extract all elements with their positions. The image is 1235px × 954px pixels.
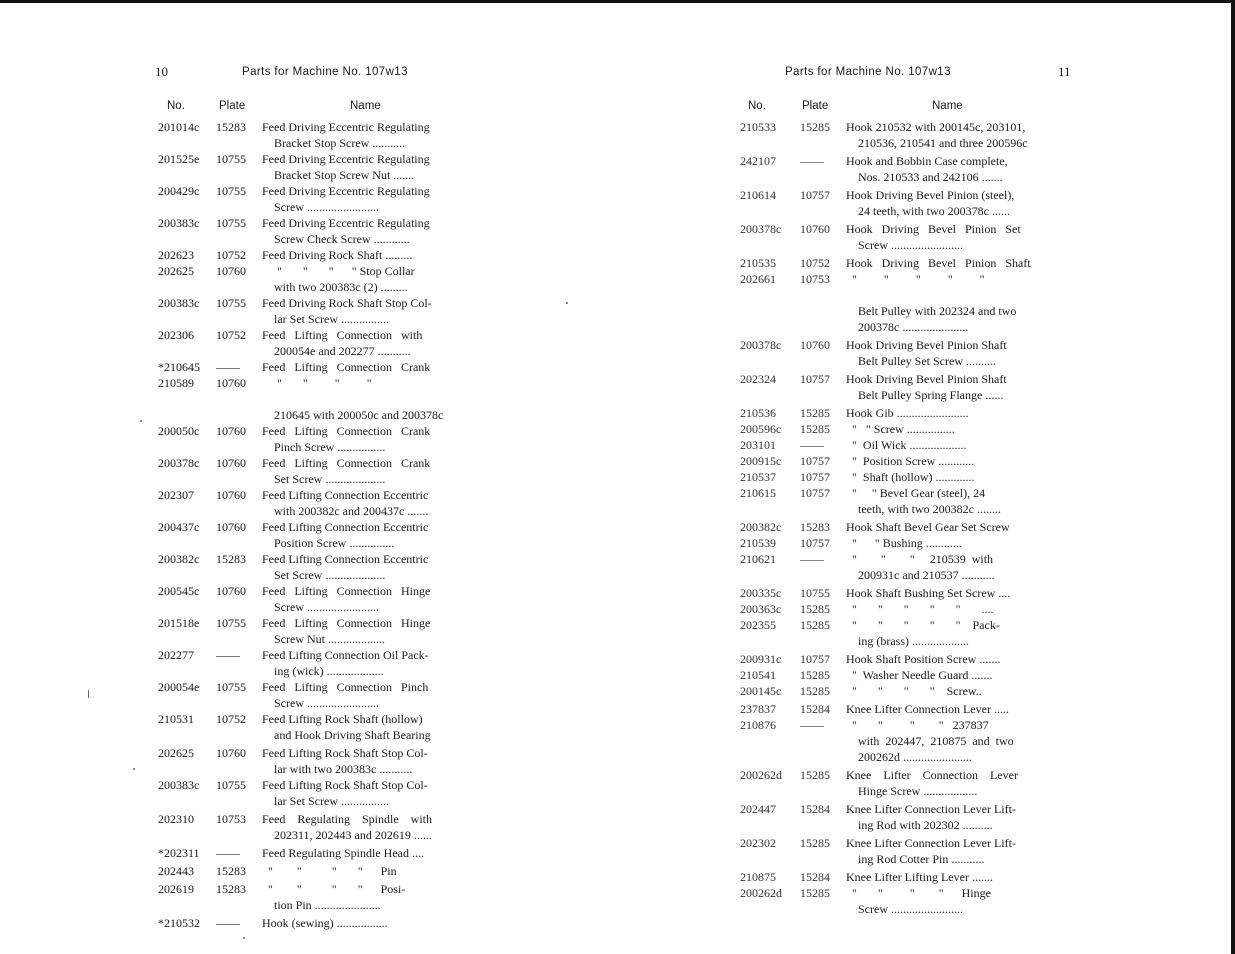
plate-number: —— bbox=[800, 438, 824, 452]
plate-number: —— bbox=[800, 552, 824, 566]
part-name-line: with 200382c and 200437c ....... bbox=[262, 504, 429, 518]
plate-number: 10755 bbox=[216, 680, 246, 694]
part-name-line: Set Screw .................... bbox=[262, 568, 386, 582]
part-name-line: Pinch Screw ................ bbox=[262, 440, 386, 454]
plate-number: 10755 bbox=[800, 586, 830, 600]
part-name-line: Feed Lifting Connection Oil Pack- bbox=[262, 648, 429, 662]
part-number: 200931c bbox=[740, 652, 782, 666]
part-number: 202443 bbox=[158, 864, 194, 878]
plate-number: 10755 bbox=[216, 778, 246, 792]
plate-number: 10757 bbox=[800, 188, 830, 202]
column-header-plate: Plate bbox=[802, 100, 829, 112]
plate-number: 15285 bbox=[800, 618, 830, 632]
part-name-line: Feed Lifting Connection Crank bbox=[262, 424, 431, 438]
part-name-line: " " " " " Pack- bbox=[846, 618, 1000, 632]
part-name-line: Feed Lifting Rock Shaft (hollow) bbox=[262, 712, 423, 726]
part-name-line: Screw ........................ bbox=[846, 238, 963, 252]
plate-number: 10755 bbox=[216, 152, 246, 166]
plate-number: 10752 bbox=[216, 248, 246, 262]
plate-number: 10760 bbox=[216, 376, 246, 390]
part-number: 210876 bbox=[740, 718, 776, 732]
part-number: *202311 bbox=[158, 846, 200, 860]
part-name-line: Bracket Stop Screw ........... bbox=[262, 136, 406, 150]
part-name-line: Knee Lifter Connection Lever Lift- bbox=[846, 836, 1016, 850]
part-number: 200383c bbox=[158, 296, 200, 310]
part-number: 202310 bbox=[158, 812, 194, 826]
part-name-line: " " " " " bbox=[846, 272, 985, 286]
part-name-line: Feed Lifting Rock Shaft Stop Col- bbox=[262, 746, 428, 760]
part-number: 200378c bbox=[158, 456, 200, 470]
left-page bbox=[150, 0, 495, 954]
column-header-name: Name bbox=[350, 100, 381, 112]
scan-speck bbox=[133, 768, 135, 770]
part-name-line: " " " " Pin bbox=[262, 864, 397, 878]
part-name-line: Feed Lifting Connection Eccentric bbox=[262, 552, 429, 566]
part-name-line: tion Pin ...................... bbox=[262, 898, 381, 912]
part-number: 202661 bbox=[740, 272, 776, 286]
part-name-line: Screw Nut ................... bbox=[262, 632, 385, 646]
plate-number: 10760 bbox=[216, 456, 246, 470]
plate-number: 15285 bbox=[800, 836, 830, 850]
part-name-line: " " " 210539 with bbox=[846, 552, 994, 566]
part-name-line: Hook Driving Bevel Pinion Shaft bbox=[846, 338, 1007, 352]
plate-number: 10757 bbox=[800, 372, 830, 386]
part-number: 202619 bbox=[158, 882, 194, 896]
part-name-line: Feed Driving Eccentric Regulating bbox=[262, 216, 430, 230]
part-name-line: teeth, with two 200382c ........ bbox=[846, 502, 1001, 516]
part-name-line: Feed Driving Rock Shaft ......... bbox=[262, 248, 413, 262]
plate-number: 10755 bbox=[216, 184, 246, 198]
part-number: 200545c bbox=[158, 584, 200, 598]
part-name-line: lar Set Screw ................ bbox=[262, 312, 389, 326]
part-name-line: Belt Pulley with 202324 and two bbox=[846, 304, 1017, 318]
plate-number: 10760 bbox=[216, 264, 246, 278]
part-name-line: 200262d ....................... bbox=[846, 750, 972, 764]
plate-number: 10752 bbox=[216, 712, 246, 726]
part-number: 200335c bbox=[740, 586, 782, 600]
part-name-line: and Hook Driving Shaft Bearing bbox=[262, 728, 431, 742]
part-name-line: Feed Lifting Connection Eccentric bbox=[262, 520, 429, 534]
plate-number: 15285 bbox=[800, 768, 830, 782]
part-name-line: Screw ........................ bbox=[262, 600, 379, 614]
part-number: 201518e bbox=[158, 616, 200, 630]
plate-number: 10760 bbox=[216, 584, 246, 598]
part-name-line: Feed Lifting Connection Hinge bbox=[262, 584, 431, 598]
part-name-line: " Washer Needle Guard ....... bbox=[846, 668, 993, 682]
part-number: 200050c bbox=[158, 424, 200, 438]
plate-number: 15285 bbox=[800, 422, 830, 436]
plate-number: 15285 bbox=[800, 684, 830, 698]
part-name-line: Hook 210532 with 200145c, 203101, bbox=[846, 120, 1026, 134]
part-number: 202623 bbox=[158, 248, 194, 262]
right-page bbox=[738, 0, 1078, 954]
scan-speck bbox=[566, 302, 568, 304]
plate-number: 10755 bbox=[216, 296, 246, 310]
scan-speck bbox=[88, 690, 89, 698]
part-name-line: Hook Shaft Bevel Gear Set Screw bbox=[846, 520, 1010, 534]
part-name-line: " " Screw ................ bbox=[846, 422, 955, 436]
plate-number: 15285 bbox=[800, 668, 830, 682]
part-number: 210535 bbox=[740, 256, 776, 270]
page-number: 10 bbox=[155, 64, 168, 79]
plate-number: 10752 bbox=[216, 328, 246, 342]
part-number: 210615 bbox=[740, 486, 776, 500]
running-title: Parts for Machine No. 107w13 bbox=[242, 66, 408, 78]
part-number: 210541 bbox=[740, 668, 776, 682]
page-number: 11 bbox=[1058, 64, 1071, 79]
part-name-line: Knee Lifter Connection Lever Lift- bbox=[846, 802, 1016, 816]
plate-number: —— bbox=[216, 360, 240, 374]
plate-number: 15285 bbox=[800, 602, 830, 616]
part-name-line: Knee Lifter Lifting Lever ....... bbox=[846, 870, 993, 884]
part-name-line: Screw ........................ bbox=[262, 200, 379, 214]
part-number: 203101 bbox=[740, 438, 776, 452]
part-number: 200382c bbox=[740, 520, 782, 534]
part-name-line: with two 200383c (2) ......... bbox=[262, 280, 408, 294]
part-name-line: " " " " Stop Collar bbox=[262, 264, 415, 278]
part-name-line: Hook Shaft Position Screw ....... bbox=[846, 652, 1001, 666]
part-name-line: " " " " Posi- bbox=[262, 882, 406, 896]
part-number: 202625 bbox=[158, 264, 194, 278]
plate-number: 10760 bbox=[216, 488, 246, 502]
part-name-line: Hook Shaft Bushing Set Screw .... bbox=[846, 586, 1011, 600]
part-name-line: 24 teeth, with two 200378c ...... bbox=[846, 204, 1010, 218]
plate-number: 10757 bbox=[800, 454, 830, 468]
part-number: 210536 bbox=[740, 406, 776, 420]
plate-number: 10757 bbox=[800, 536, 830, 550]
part-name-line: Feed Lifting Connection with bbox=[262, 328, 423, 342]
part-number: 200383c bbox=[158, 216, 200, 230]
plate-number: 15284 bbox=[800, 802, 830, 816]
part-number: 200915c bbox=[740, 454, 782, 468]
part-name-line: Position Screw ............... bbox=[262, 536, 395, 550]
part-number: 200383c bbox=[158, 778, 200, 792]
part-number: 210589 bbox=[158, 376, 194, 390]
part-name-line: with 202447, 210875 and two bbox=[846, 734, 1014, 748]
part-number: 200437c bbox=[158, 520, 200, 534]
part-number: 200378c bbox=[740, 338, 782, 352]
plate-number: 10760 bbox=[800, 338, 830, 352]
part-name-line: Hook Driving Bevel Pinion Shaft bbox=[846, 372, 1007, 386]
part-name-line: Nos. 210533 and 242106 ....... bbox=[846, 170, 1003, 184]
part-number: 202307 bbox=[158, 488, 194, 502]
part-number: 200363c bbox=[740, 602, 782, 616]
plate-number: 10760 bbox=[216, 520, 246, 534]
plate-number: —— bbox=[800, 718, 824, 732]
column-header-name: Name bbox=[932, 100, 963, 112]
plate-number: 10753 bbox=[216, 812, 246, 826]
plate-number: 15285 bbox=[800, 886, 830, 900]
part-name-line: Set Screw .................... bbox=[262, 472, 386, 486]
part-name-line: " " " " Screw.. bbox=[846, 684, 982, 698]
part-number: 210621 bbox=[740, 552, 776, 566]
part-name-line: Feed Driving Eccentric Regulating bbox=[262, 120, 430, 134]
part-number: 200382c bbox=[158, 552, 200, 566]
part-name-line: Feed Lifting Rock Shaft Stop Col- bbox=[262, 778, 428, 792]
column-header-plate: Plate bbox=[219, 100, 246, 112]
part-number: 201014c bbox=[158, 120, 200, 134]
part-name-line: Knee Lifter Connection Lever bbox=[846, 768, 1018, 782]
part-name-line: Belt Pulley Set Screw .......... bbox=[846, 354, 996, 368]
part-name-line: " Position Screw ............ bbox=[846, 454, 975, 468]
scan-speck bbox=[140, 420, 142, 422]
part-name-line: " " Bushing ............ bbox=[846, 536, 962, 550]
plate-number: 15285 bbox=[800, 406, 830, 420]
plate-number: 10757 bbox=[800, 470, 830, 484]
part-name-line: ing (wick) ................... bbox=[262, 664, 384, 678]
part-number: 210531 bbox=[158, 712, 194, 726]
part-name-line: " " " " bbox=[262, 376, 372, 390]
part-number: 202324 bbox=[740, 372, 776, 386]
part-name-line: 210536, 210541 and three 200596c bbox=[846, 136, 1028, 150]
part-number: 202447 bbox=[740, 802, 776, 816]
part-name-line: Feed Lifting Connection Crank bbox=[262, 360, 431, 374]
part-name-line: 210645 with 200050c and 200378c bbox=[262, 408, 444, 422]
part-number: 200054e bbox=[158, 680, 200, 694]
part-number: 202625 bbox=[158, 746, 194, 760]
part-name-line: 200054e and 202277 ........... bbox=[262, 344, 411, 358]
plate-number: —— bbox=[800, 154, 824, 168]
part-number: 202302 bbox=[740, 836, 776, 850]
part-name-line: Hook and Bobbin Case complete, bbox=[846, 154, 1008, 168]
plate-number: 10752 bbox=[800, 256, 830, 270]
plate-number: 15283 bbox=[216, 120, 246, 134]
part-name-line: Feed Regulating Spindle with bbox=[262, 812, 432, 826]
part-name-line: " " Bevel Gear (steel), 24 bbox=[846, 486, 986, 500]
part-name-line: Hook Driving Bevel Pinion Set bbox=[846, 222, 1021, 236]
plate-number: 10755 bbox=[216, 216, 246, 230]
part-name-line: " " " " " .... bbox=[846, 602, 994, 616]
part-name-line: Hinge Screw .................. bbox=[846, 784, 978, 798]
part-number: 210533 bbox=[740, 120, 776, 134]
part-number: 210539 bbox=[740, 536, 776, 550]
plate-number: 10760 bbox=[800, 222, 830, 236]
part-number: 200262d bbox=[740, 886, 782, 900]
part-number: 200596c bbox=[740, 422, 782, 436]
part-name-line: " " " " Hinge bbox=[846, 886, 991, 900]
part-name-line: Belt Pulley Spring Flange ...... bbox=[846, 388, 1004, 402]
part-number: 210875 bbox=[740, 870, 776, 884]
plate-number: 10755 bbox=[216, 616, 246, 630]
part-name-line: lar with two 200383c ........... bbox=[262, 762, 413, 776]
part-name-line: Feed Lifting Connection Eccentric bbox=[262, 488, 429, 502]
part-number: 200429c bbox=[158, 184, 200, 198]
part-number: *210532 bbox=[158, 916, 200, 930]
part-name-line: 200931c and 210537 ........... bbox=[846, 568, 995, 582]
part-number: 201525e bbox=[158, 152, 200, 166]
part-name-line: 200378c ...................... bbox=[846, 320, 969, 334]
plate-number: 10753 bbox=[800, 272, 830, 286]
plate-number: 15284 bbox=[800, 702, 830, 716]
part-number: 242107 bbox=[740, 154, 776, 168]
plate-number: —— bbox=[216, 846, 240, 860]
plate-number: 15283 bbox=[800, 520, 830, 534]
part-number: 200145c bbox=[740, 684, 782, 698]
plate-number: 10757 bbox=[800, 652, 830, 666]
column-header-no: No. bbox=[748, 100, 766, 112]
plate-number: 15283 bbox=[216, 552, 246, 566]
part-number: 202306 bbox=[158, 328, 194, 342]
plate-number: 15284 bbox=[800, 870, 830, 884]
plate-number: 10760 bbox=[216, 746, 246, 760]
plate-number: —— bbox=[216, 916, 240, 930]
part-name-line: Hook Driving Bevel Pinion (steel), bbox=[846, 188, 1015, 202]
part-number: 210614 bbox=[740, 188, 776, 202]
part-name-line: Screw ........................ bbox=[262, 696, 379, 710]
part-name-line: Feed Lifting Connection Crank bbox=[262, 456, 431, 470]
part-name-line: lar Set Screw ................ bbox=[262, 794, 389, 808]
part-name-line: Hook Driving Bevel Pinion Shaft bbox=[846, 256, 1031, 270]
part-name-line: Knee Lifter Connection Lever ..... bbox=[846, 702, 1009, 716]
part-name-line: " Oil Wick ................... bbox=[846, 438, 967, 452]
part-number: *210645 bbox=[158, 360, 200, 374]
scan-speck bbox=[243, 937, 245, 939]
plate-number: 15285 bbox=[800, 120, 830, 134]
part-name-line: Feed Lifting Connection Hinge bbox=[262, 616, 431, 630]
part-name-line: " " " " 237837 bbox=[846, 718, 989, 732]
part-name-line: " Shaft (hollow) ............. bbox=[846, 470, 975, 484]
part-number: 202277 bbox=[158, 648, 194, 662]
column-header-no: No. bbox=[167, 100, 185, 112]
plate-number: —— bbox=[216, 648, 240, 662]
part-name-line: Feed Driving Eccentric Regulating bbox=[262, 152, 430, 166]
part-number: 202355 bbox=[740, 618, 776, 632]
part-name-line: ing (brass) ................... bbox=[846, 634, 969, 648]
plate-number: 10760 bbox=[216, 424, 246, 438]
part-name-line: Feed Driving Eccentric Regulating bbox=[262, 184, 430, 198]
plate-number: 15283 bbox=[216, 864, 246, 878]
part-name-line: 202311, 202443 and 202619 ...... bbox=[262, 828, 432, 842]
part-name-line: Feed Driving Rock Shaft Stop Col- bbox=[262, 296, 432, 310]
part-number: 200378c bbox=[740, 222, 782, 236]
plate-number: 10757 bbox=[800, 486, 830, 500]
part-number: 210537 bbox=[740, 470, 776, 484]
part-name-line: Feed Regulating Spindle Head .... bbox=[262, 846, 424, 860]
part-name-line: ing Rod with 202302 .......... bbox=[846, 818, 993, 832]
part-number: 237837 bbox=[740, 702, 776, 716]
part-name-line: ing Rod Cotter Pin ........... bbox=[846, 852, 985, 866]
part-name-line: Hook (sewing) ................. bbox=[262, 916, 388, 930]
part-name-line: Bracket Stop Screw Nut ....... bbox=[262, 168, 415, 182]
part-name-line: Screw Check Screw ............ bbox=[262, 232, 410, 246]
part-name-line: Hook Gib ........................ bbox=[846, 406, 969, 420]
right-border-bar bbox=[1231, 0, 1235, 954]
plate-number: 15283 bbox=[216, 882, 246, 896]
part-number: 200262d bbox=[740, 768, 782, 782]
part-name-line: Screw ........................ bbox=[846, 902, 963, 916]
part-name-line: Feed Lifting Connection Pinch bbox=[262, 680, 429, 694]
running-title: Parts for Machine No. 107w13 bbox=[785, 66, 951, 78]
